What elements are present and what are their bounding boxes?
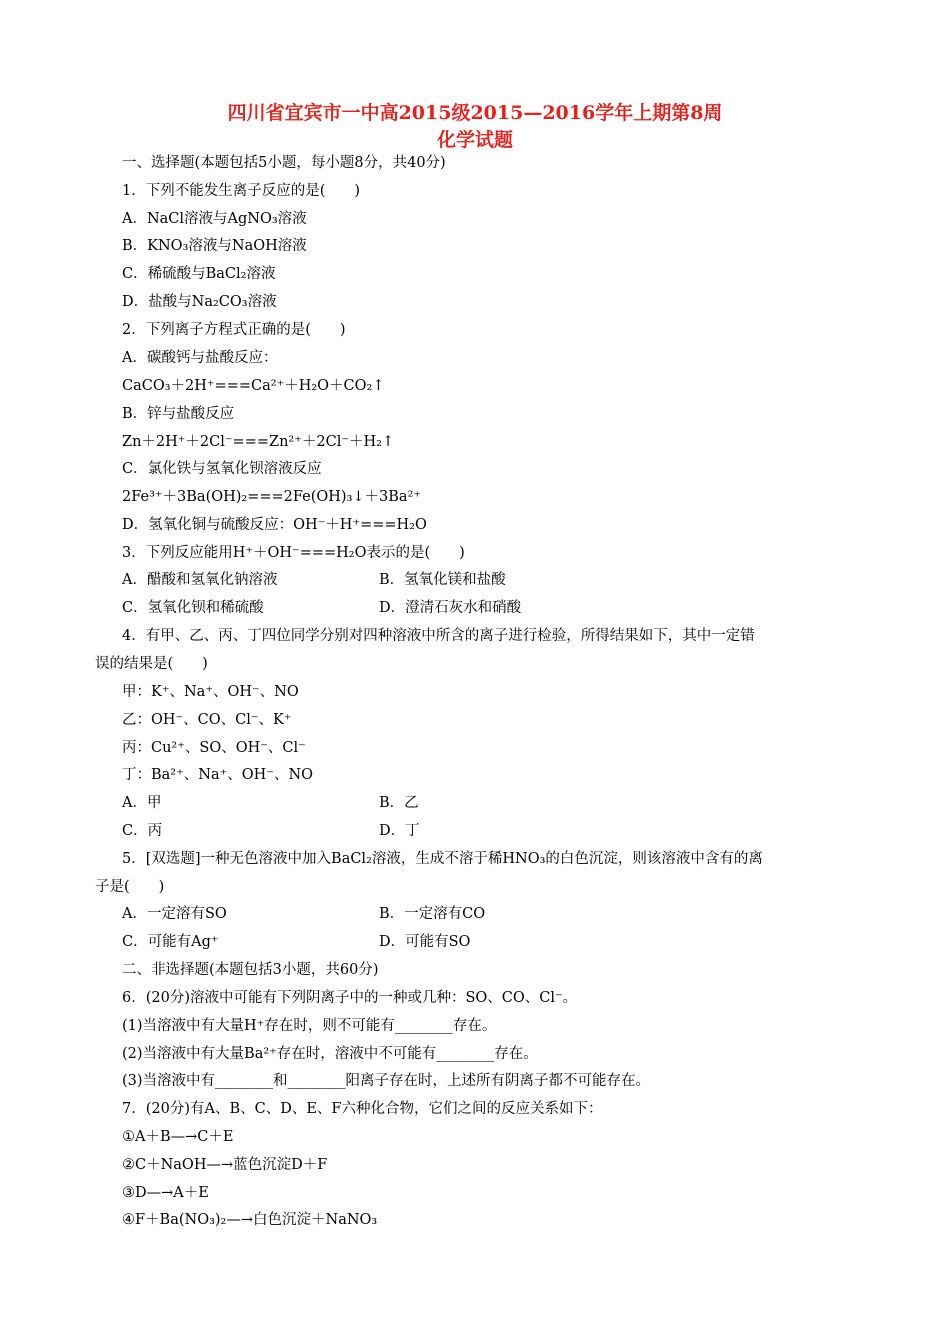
text-line: ④F＋Ba(NO₃)₂—→白色沉淀＋NaNO₃	[122, 1212, 378, 1228]
text-line: 乙：OH⁻、CO、Cl⁻、K⁺	[122, 712, 292, 728]
text-line: A．碳酸钙与盐酸反应：	[122, 350, 278, 366]
text-line: Zn＋2H⁺＋2Cl⁻===Zn²⁺＋2Cl⁻＋H₂↑	[122, 434, 395, 450]
text-line: A．甲	[122, 795, 162, 811]
text-line: 二、非选择题(本题包括3小题，共60分)	[122, 962, 379, 978]
text-line: C．氯化铁与氢氧化钡溶液反应	[122, 461, 322, 477]
text-line: B．氢氧化镁和盐酸	[379, 572, 506, 588]
text-line: C．稀硫酸与BaCl₂溶液	[122, 266, 276, 282]
text-line: D．盐酸与Na₂CO₃溶液	[122, 294, 277, 310]
document-title: 四川省宜宾市一中高2015级2015—2016学年上期第8周	[227, 102, 723, 124]
text-line: C．可能有Ag⁺	[122, 934, 219, 950]
text-line: ②C＋NaOH—→蓝色沉淀D＋F	[122, 1157, 328, 1173]
text-line: (2)当溶液中有大量Ba²⁺存在时，溶液中不可能有________存在。	[122, 1046, 538, 1062]
text-line: 6．(20分)溶液中可能有下列阴离子中的一种或几种：SO、CO、Cl⁻。	[122, 990, 578, 1006]
text-line: 丁：Ba²⁺、Na⁺、OH⁻、NO	[122, 767, 314, 783]
text-line: 甲：K⁺、Na⁺、OH⁻、NO	[122, 684, 299, 700]
text-line: 2Fe³⁺＋3Ba(OH)₂===2Fe(OH)₃↓＋3Ba²⁺	[122, 489, 422, 505]
text-line: B．一定溶有CO	[379, 906, 486, 922]
text-line: 5．[双选题]一种无色溶液中加入BaCl₂溶液，生成不溶于稀HNO₃的白色沉淀，则该溶液中含有的离	[122, 851, 763, 867]
text-line: (3)当溶液中有________和________阳离子存在时，上述所有阴离子都不可能存在。	[122, 1073, 651, 1089]
text-line: A．醋酸和氢氧化钠溶液	[122, 572, 278, 588]
text-line: 2．下列离子方程式正确的是( )	[122, 322, 346, 338]
text-line: 子是( )	[95, 879, 165, 895]
text-line: 7．(20分)有A、B、C、D、E、F六种化合物，它们之间的反应关系如下：	[122, 1101, 603, 1117]
text-line: D．丁	[379, 823, 420, 839]
document-subtitle: 化学试题	[436, 129, 513, 151]
text-line: 一、选择题(本题包括5小题，每小题8分，共40分)	[122, 155, 446, 171]
text-line: A．NaCl溶液与AgNO₃溶液	[122, 211, 307, 227]
text-line: ①A＋B—→C＋E	[122, 1129, 234, 1145]
text-line: 4．有甲、乙、丙、丁四位同学分别对四种溶液中所含的离子进行检验，所得结果如下，其中一定错	[122, 628, 755, 644]
text-line: B．KNO₃溶液与NaOH溶液	[122, 238, 307, 254]
text-line: D．可能有SO	[379, 934, 471, 950]
text-line: ③D—→A＋E	[122, 1185, 209, 1201]
text-line: CaCO₃＋2H⁺===Ca²⁺＋H₂O＋CO₂↑	[122, 378, 385, 394]
text-line: D．澄清石灰水和硝酸	[379, 600, 522, 616]
text-line: B．乙	[379, 795, 419, 811]
text-line: 丙：Cu²⁺、SO、OH⁻、Cl⁻	[122, 740, 306, 756]
text-line: C．氢氧化钡和稀硫酸	[122, 600, 264, 616]
text-line: B．锌与盐酸反应	[122, 406, 235, 422]
text-line: 3．下列反应能用H⁺＋OH⁻===H₂O表示的是( )	[122, 545, 465, 561]
text-line: D．氢氧化铜与硫酸反应：OH⁻＋H⁺===H₂O	[122, 517, 427, 533]
text-line: (1)当溶液中有大量H⁺存在时，则不可能有________存在。	[122, 1018, 497, 1034]
text-line: C．丙	[122, 823, 163, 839]
text-line: A．一定溶有SO	[122, 906, 227, 922]
text-line: 误的结果是( )	[95, 656, 208, 672]
text-line: 1．下列不能发生离子反应的是( )	[122, 183, 361, 199]
